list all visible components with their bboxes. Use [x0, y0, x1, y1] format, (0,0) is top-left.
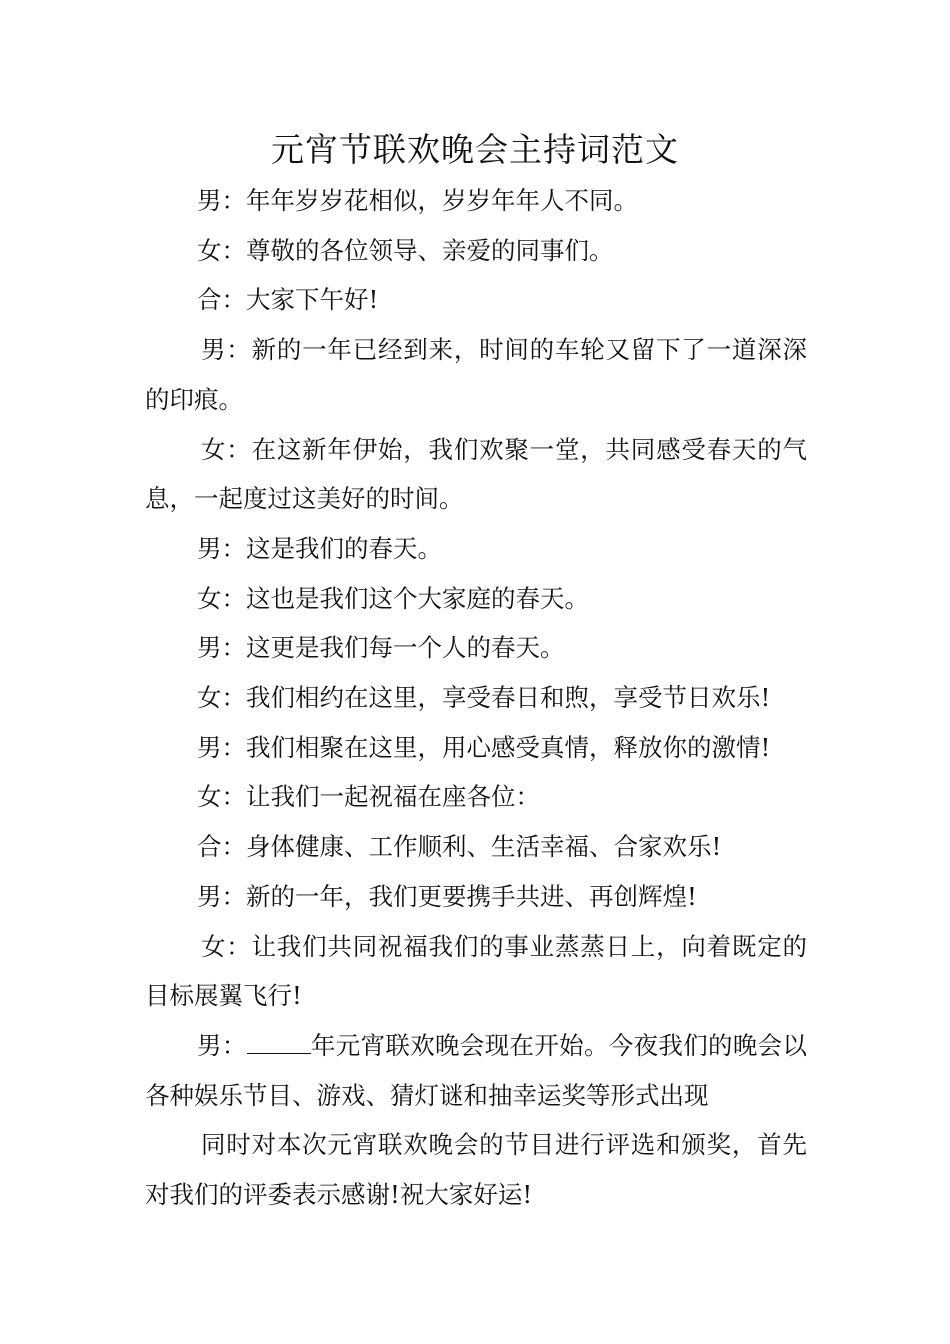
- paragraph: 男：这是我们的春天。: [197, 533, 442, 563]
- paragraph: 女：这也是我们这个大家庭的春天。: [197, 583, 589, 613]
- speaker-label: 男：: [197, 1030, 247, 1060]
- paragraph: 合：身体健康、工作顺利、生活幸福、合家欢乐!: [197, 832, 722, 862]
- paragraph: 女：尊敬的各位领导、亲爱的同事们。: [197, 235, 614, 265]
- paragraph: 女：让我们共同祝福我们的事业蒸蒸日上，向着既定的目标展翼飞行!: [145, 931, 807, 1011]
- document-title: 元宵节联欢晚会主持词范文: [271, 130, 679, 169]
- closing-paragraph: 同时对本次元宵联欢晚会的节目进行评选和颁奖，首先对我们的评委表示感谢!祝大家好运!: [145, 1130, 807, 1210]
- opening-paragraph: [145, 1021, 807, 1120]
- paragraph: 女：我们相约在这里，享受春日和煦，享受节日欢乐!: [197, 683, 771, 713]
- paragraph: 男：年年岁岁花相似，岁岁年年人不同。: [197, 186, 638, 215]
- opening-text: 年元宵联欢晚会现在开始。今夜我们的晚会以各种娱乐节目、游戏、猜灯谜和抽幸运奖等形式出现: [145, 1030, 808, 1110]
- document-body: [145, 176, 807, 1220]
- paragraph: 男：我们相聚在这里，用心感受真情，释放你的激情!: [197, 732, 771, 762]
- year-blank: [247, 1031, 311, 1054]
- paragraph: 男：新的一年，我们更要携手共进、再创辉煌!: [197, 881, 697, 911]
- paragraph: 男：新的一年已经到来，时间的车轮又留下了一道深深的印痕。: [145, 335, 807, 414]
- paragraph: 女：让我们一起祝福在座各位：: [197, 782, 540, 812]
- paragraph: 男：这更是我们每一个人的春天。: [197, 633, 565, 663]
- paragraph: 合：大家下午好!: [197, 285, 379, 315]
- paragraph: 女：在这新年伊始，我们欢聚一堂，共同感受春天的气息，一起度过这美好的时间。: [145, 434, 807, 514]
